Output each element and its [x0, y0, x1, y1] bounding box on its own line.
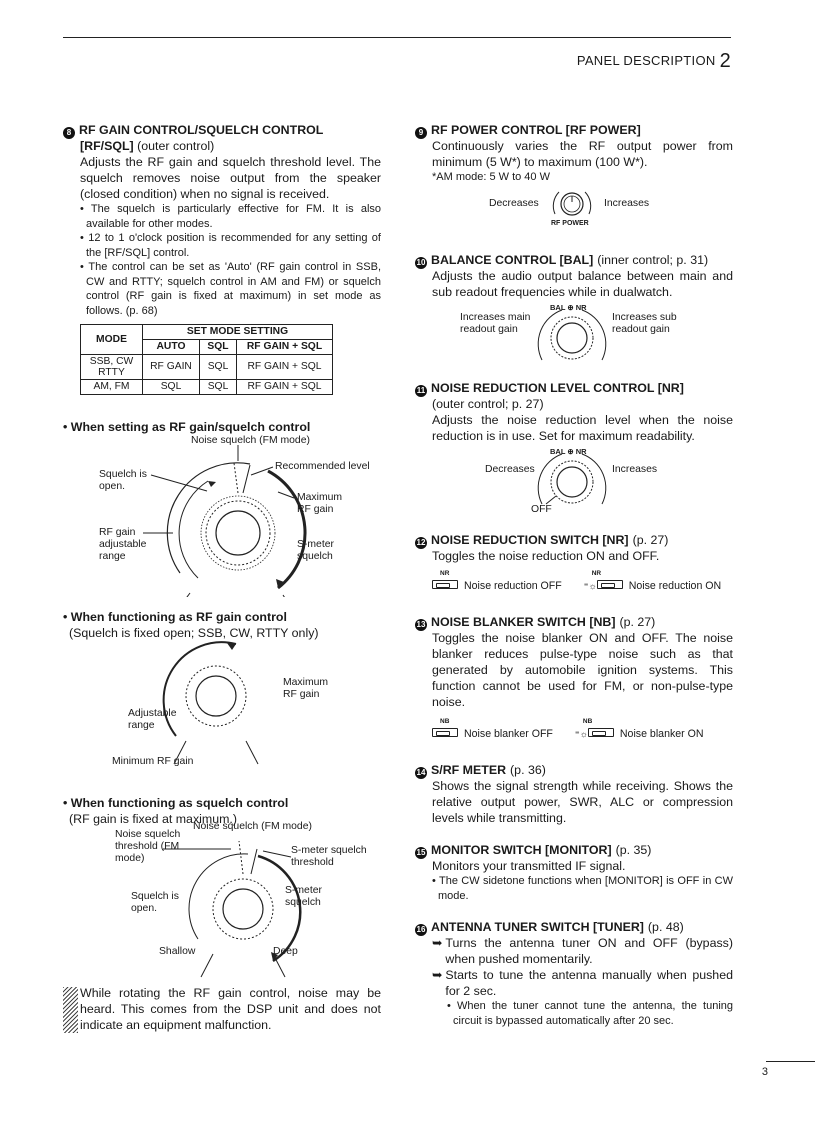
section-9-title: 9 RF POWER CONTROL [RF POWER] — [415, 122, 733, 138]
bullet-3: • The control can be set as 'Auto' (RF gain control in SSB, CW and RTTY; squelch control in AM and FM) or squelch control (RF gain is fixed at maximum) in set mode as follows. (p. 68) — [80, 261, 381, 317]
section-10-title: 10 BALANCE CONTROL [BAL] (inner control; p. 31) — [416, 253, 709, 267]
section-12-title: 12 NOISE REDUCTION SWITCH [NR] (p. 27) — [416, 533, 669, 547]
rf-power-knob-figure: Decreases Increases RF POWER — [432, 190, 733, 240]
section-13-title: 13 NOISE BLANKER SWITCH [NB] (p. 27) — [416, 615, 656, 629]
fig3-sub: (RF gain is fixed at maximum.) — [69, 812, 237, 826]
dsp-noise-note: While rotating the RF gain control, noise may be heard. This comes from the DSP unit and does not indicate an equipment malfunction. — [63, 985, 381, 1033]
header-title: PANEL DESCRIPTION — [576, 53, 716, 68]
nr-knob-figure: BAL ⊕ NR Decreases Increases OFF — [432, 444, 733, 526]
nr-switch-on-icon: ⁼☼ — [583, 581, 597, 591]
table-row: AM, FM SQL SQL RF GAIN + SQL — [81, 380, 333, 395]
note-hatch-icon — [63, 987, 78, 1033]
left-column: 8 RF GAIN CONTROL/SQUELCH CONTROL [RF/SQL] (outer control) Adjusts the RF gain and squelch threshold level. The squelch removes noise output from the speaker (closed condition) when no signal is received. • The squelch is particularly effective for FM. It is also available for other modes. • 12 to 1 o'clock position is recommended for any setting of the [RF/SQL] control. • The control can be set as 'Auto' (RF gain control in SSB, CW and RTTY; squelch control in AM and FM) or squelch control (RF gain is fixed at maximum) in set mode as follows. (p. 68) MODE SET MODE SETTING AUTO SQL RF GAIN + SQL SSB, CW RTTY RF GAIN SQL RF GAIN + SQL AM, FM SQL SQL RF GAIN + SQL • When setting as RF gain/squelch control Noise squelch (FM mode) Recommended level Squelch is open. Maximum RF gain RF gain adjustable range S-meter squelch • When functioning as RF gain control (Squelch is fixed open; SSB, CW, RTTY only) Maximum RF gain Adjustable range Minimum RF gain • When functioning as squelch control (RF gain is fixed at maximum.) Noise squelch threshold (FM mode) Noise squelch (FM mode) S-meter squelch threshold Squelch is open. S-meter squelch Shallow Deep While rotating the RF gain control, noise may be heard. This comes from the DSP unit and does not indicate an equipment malfunction. — [63, 123, 382, 1032]
fig1-heading: • When setting as RF gain/squelch control — [63, 420, 311, 434]
fig2-sub: (Squelch is fixed open; SSB, CW, RTTY only) — [69, 626, 319, 640]
rf-gain-dial-figure: Maximum RF gain Adjustable range Minimum RF gain — [63, 641, 381, 769]
fig3-heading: • When functioning as squelch control — [63, 796, 289, 810]
tuner-item-2: ➥ Starts to tune the antenna manually when pushed for 2 sec. — [432, 968, 733, 998]
nb-switch-states: NB Noise blanker OFF NB ⁼☼ Noise blanker ON — [432, 726, 733, 742]
nb-switch-off-icon — [432, 728, 458, 737]
arrow-right-icon: ➥ — [432, 968, 443, 982]
bottom-rule — [766, 1061, 815, 1062]
rf-gain-dial-drawing — [63, 641, 381, 769]
arrow-right-icon: ➥ — [432, 936, 443, 950]
rf-sql-dial-figure: Noise squelch (FM mode) Recommended level Squelch is open. Maximum RF gain RF gain adjustable range S-meter squelch — [63, 435, 381, 597]
section-11-title: 11 NOISE REDUCTION LEVEL CONTROL [NR] — [416, 381, 684, 395]
page-header — [577, 50, 731, 73]
nr-switch-states: NR Noise reduction OFF NR ⁼☼ Noise reduction ON — [432, 578, 733, 594]
section-number-badge: 8 — [63, 127, 75, 139]
rf-power-knob-drawing — [432, 190, 732, 240]
section-14-title: 14 S/RF METER (p. 36) — [416, 763, 546, 777]
nb-switch-on-icon: ⁼☼ — [574, 729, 588, 739]
section-16-title: 16 ANTENNA TUNER SWITCH [TUNER] (p. 48) — [416, 920, 684, 934]
section-8-title: 8 RF GAIN CONTROL/SQUELCH CONTROL — [63, 122, 381, 138]
squelch-dial-figure: Noise squelch threshold (FM mode) Noise squelch (FM mode) S-meter squelch threshold Squelch is open. S-meter squelch Shallow Deep — [63, 827, 381, 979]
table-row: SSB, CW RTTY RF GAIN SQL RF GAIN + SQL — [81, 355, 333, 380]
top-rule — [63, 37, 731, 38]
nr-switch-off-icon — [432, 580, 458, 589]
bullet-2: • 12 to 1 o'clock position is recommended for any setting of the [RF/SQL] control. — [80, 232, 381, 259]
bullet-1: • The squelch is particularly effective for FM. It is also available for other modes. — [80, 203, 382, 230]
fig2-heading: • When functioning as RF gain control — [63, 610, 287, 624]
chapter-number: 2 — [719, 50, 731, 72]
control-name: [RF/SQL] — [80, 139, 134, 153]
section-8-body: Adjusts the RF gain and squelch threshold level. The squelch removes noise output from the speaker (closed condition) when no signal is received. — [80, 155, 381, 201]
rf-sql-dial-drawing — [63, 435, 381, 597]
bal-knob-figure: BAL ⊕ NR Increases main readout gain Increases sub readout gain — [432, 300, 733, 370]
section-15-title: 15 MONITOR SWITCH [MONITOR] (p. 35) — [416, 843, 652, 857]
right-column: 9 RF POWER CONTROL [RF POWER] Continuously varies the RF output power from minimum (5 W*) to maximum (100 W*). *AM mode: 5 W to 40 W Decreases Increases RF POWER 10 BALANCE CONTROL [BAL] (inner control; p. 31) Adjusts the audio output balance between main and sub readout frequencies while in dualwatch. BAL ⊕ NR Increases main readout gain Increases sub readout gain 11 NOISE REDUCTION LEVEL CONTROL [NR] (outer control; p. 27) Adjusts the noise reduction level when the noise reduction is in use. Set for maximum readability. BAL ⊕ NR Decreases Increases OFF 12 NOISE REDUCTION SWITCH [NR] (p. 27) Toggles the noise reduction ON and OFF. NR Noise reduction OFF NR ⁼☼ Noise reduction ON 13 NOISE BLANKER SWITCH [NB] (p. 27) Toggles the noise blanker ON and OFF. The noise blanker reduces pulse-type noise such as that generated by automobile ignition systems. This function cannot be used for FM, or non-pulse-type noise. NB Noise blanker OFF NB ⁼☼ Noise blanker ON 14 S/RF METER (p. 36) Shows the signal strength while receiving. Shows the relative output power, SWR, ALC or compression levels while transmitting. 15 MONITOR SWITCH [MONITOR] (p. 35) Monitors your transmitted IF signal. • The CW sidetone functions when [MONITOR] is OFF in CW mode. 16 ANTENNA TUNER SWITCH [TUNER] (p. 48) ➥ Turns the antenna tuner ON and OFF (bypass) when pushed momentarily. ➥ Starts to tune the antenna manually when pushed for 2 sec. • When the tuner cannot tune the antenna, the tuning circuit is bypassed automatically after 20 sec. — [416, 123, 733, 1027]
page-number: 3 — [761, 1066, 768, 1078]
set-mode-table: MODE SET MODE SETTING AUTO SQL RF GAIN + SQL SSB, CW RTTY RF GAIN SQL RF GAIN + SQL AM, FM SQL SQL RF GAIN + SQL — [80, 324, 333, 395]
tuner-item-1: ➥ Turns the antenna tuner ON and OFF (bypass) when pushed momentarily. — [432, 936, 733, 966]
